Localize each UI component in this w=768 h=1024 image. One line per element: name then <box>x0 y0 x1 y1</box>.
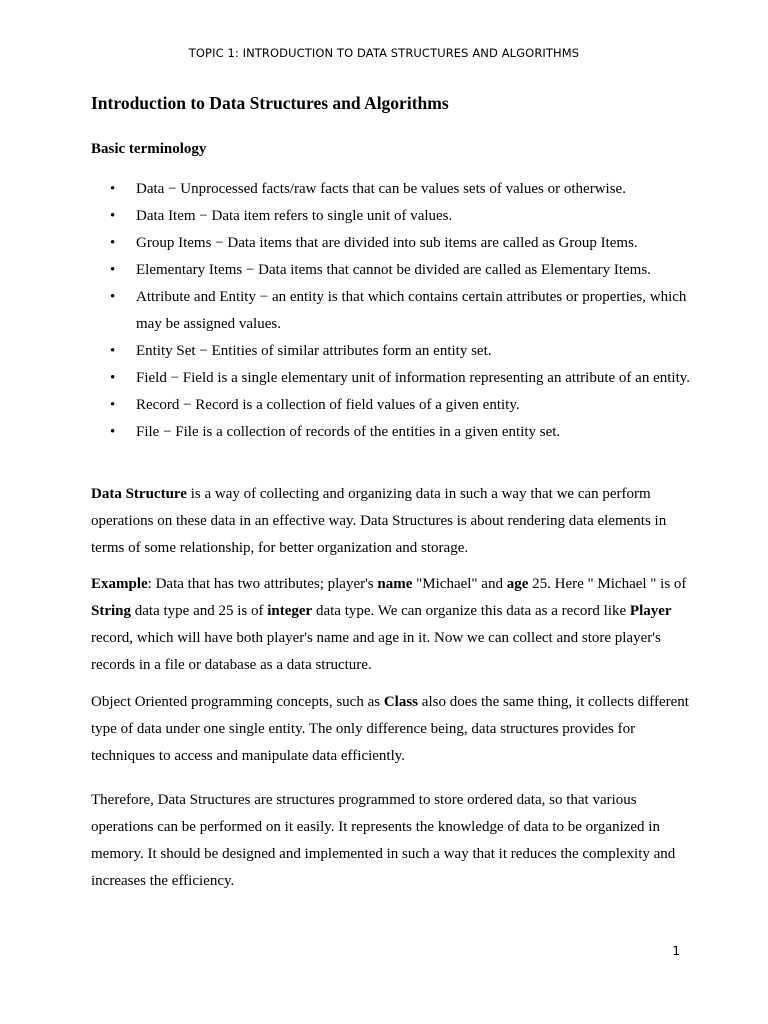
example-paragraph <box>91 571 691 679</box>
paragraph-text: also does the same thing, it collects different type of data under one single entity. The only difference being, data structures provides for techniques to access and manipulate data efficiently. <box>91 694 689 764</box>
page-number: 1 <box>672 944 680 958</box>
paragraph-text: 25. Here " Michael " is of <box>528 576 687 592</box>
list-item <box>91 203 691 230</box>
terminology-list <box>91 176 691 446</box>
paragraph-text: : Data that has two attributes; player's <box>147 576 378 592</box>
bold-term-string: String <box>91 603 132 619</box>
list-item <box>91 257 691 284</box>
bullet-icon: • <box>110 397 116 413</box>
bullet-icon: • <box>110 343 116 359</box>
example-label: Example <box>91 576 148 592</box>
running-header: TOPIC 1: INTRODUCTION TO DATA STRUCTURES AND ALGORITHMS <box>188 46 580 60</box>
conclusion-paragraph: Therefore, Data Structures are structures programmed to store ordered data, so that various operations can be performed on it easily. It represents the knowledge of data to be organized in memory. It should be designed and implemented in such a way that it reduces the complexity and increases the efficiency. <box>91 792 676 889</box>
bullet-icon: • <box>110 181 116 197</box>
paragraph-text: record, which will have both player's name and age in it. Now we can collect and store player's records in a file or database as a data structure. <box>91 630 661 673</box>
list-item-text: Data Item − Data item refers to single unit of values. <box>136 208 453 224</box>
paragraph-text: Object Oriented programming concepts, such as <box>91 694 384 710</box>
page-title: Introduction to Data Structures and Algorithms <box>91 93 449 113</box>
list-item-text: Record − Record is a collection of field values of a given entity. <box>136 397 520 413</box>
bullet-icon: • <box>110 235 116 251</box>
bold-term-player: Player <box>629 603 672 619</box>
list-item-text: Group Items − Data items that are divided into sub items are called as Group Items. <box>136 235 638 251</box>
list-item-text: Attribute and Entity − an entity is that which contains certain attributes or properties, which may be assigned values. <box>136 289 687 332</box>
list-item <box>91 176 691 203</box>
section-heading: Basic terminology <box>91 141 207 157</box>
bold-term-age: age <box>506 576 529 592</box>
paragraph-text: data type and 25 is of <box>131 603 268 619</box>
list-item-text: Elementary Items − Data items that cannot be divided are called as Elementary Items. <box>136 262 651 278</box>
paragraph-text: data type. We can organize this data as a record like <box>312 603 630 619</box>
term-data-structure: Data Structure <box>91 486 187 502</box>
bullet-icon: • <box>110 208 116 224</box>
bold-term-integer: integer <box>267 603 313 619</box>
bullet-icon: • <box>110 262 116 278</box>
list-item <box>91 392 691 419</box>
list-item <box>91 284 691 338</box>
list-item <box>91 365 691 392</box>
bullet-icon: • <box>110 370 116 386</box>
bullet-icon: • <box>110 424 116 440</box>
list-item <box>91 230 691 257</box>
list-item-text: Field − Field is a single elementary unit of information representing an attribute of an entity. <box>136 370 691 386</box>
oop-paragraph <box>91 689 691 770</box>
paragraph-text: is a way of collecting and organizing data in such a way that we can perform operations on these data in an effective way. Data Structures is about rendering data elements in terms of some relationship, for better organization and storage. <box>91 486 667 556</box>
bold-term-name: name <box>377 576 413 592</box>
data-structure-definition-paragraph <box>91 481 691 562</box>
list-item-text: Data − Unprocessed facts/raw facts that can be values sets of values or otherwise. <box>136 181 626 197</box>
list-item <box>91 338 691 365</box>
paragraph-text: "Michael" and <box>412 576 507 592</box>
list-item <box>91 419 691 446</box>
list-item-text: Entity Set − Entities of similar attributes form an entity set. <box>136 343 492 359</box>
bullet-icon: • <box>110 289 116 305</box>
list-item-text: File − File is a collection of records of the entities in a given entity set. <box>136 424 561 440</box>
bold-term-class: Class <box>383 694 419 710</box>
